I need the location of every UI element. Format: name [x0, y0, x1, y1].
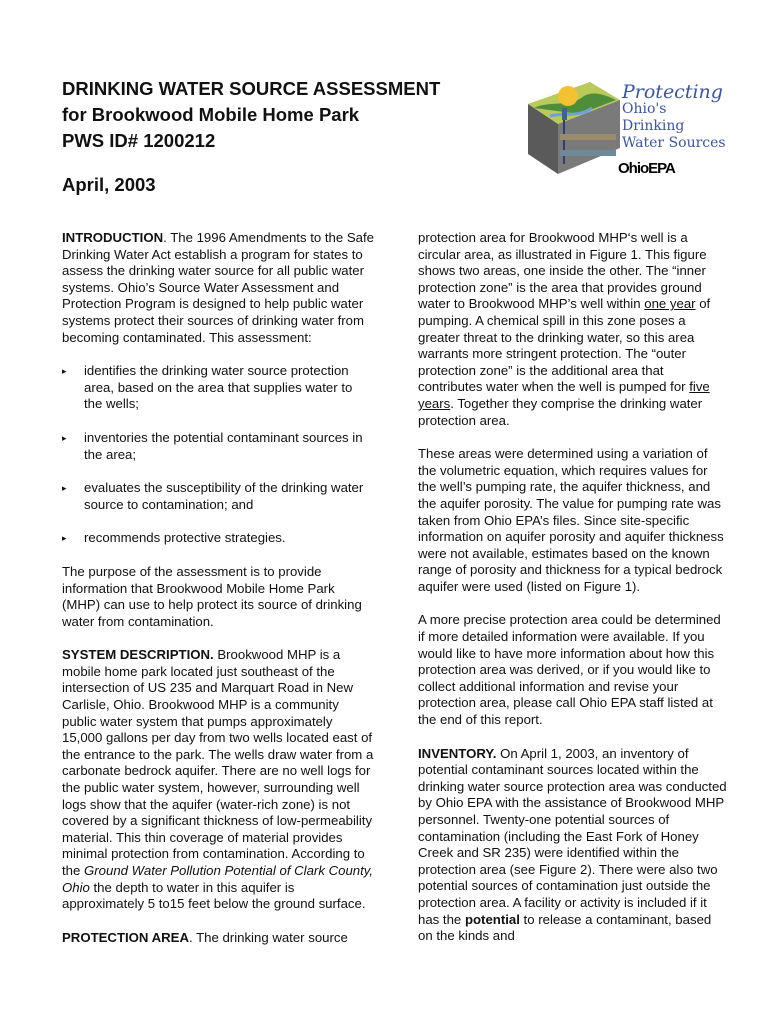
- document-date: April, 2003: [62, 174, 156, 195]
- logo-line-water: Water Sources: [622, 135, 726, 151]
- protection-area-heading: PROTECTION AREA: [62, 929, 189, 945]
- right-column: [418, 230, 728, 962]
- five-years-term: five years: [418, 379, 710, 411]
- document-title: DRINKING WATER SOURCE ASSESSMENT: [62, 78, 441, 99]
- protection-area-paragraph: PROTECTION AREA. The drinking water source: [62, 929, 348, 945]
- assessment-bullets: [62, 363, 374, 547]
- one-year-term: one year: [644, 296, 696, 312]
- protection-zones-paragraph: protection area for Brookwood MHP‘s well is a circular area, as illustrated in Figure 1. This figure shows two areas, one inside the other. The “inner protection zone” is the area that provides ground water to Brookwood MHP’s well within one year of pumping. A chemical spill in this zone poses a greater threat to the drinking water, so this area warrants more stringent protection. The “outer protection zone” is the additional area that contributes water when the well is pumped for five years. Together they comprise the drinking water protection area.: [418, 230, 711, 428]
- system-description-paragraph: SYSTEM DESCRIPTION. Brookwood MHP is a mobile home park located just southeast of the intersection of US 235 and Marquart Road in New Carlisle, Ohio. Brookwood MHP is a community public water system that pumps approximately 15,000 gallons per day from two wells located east of the entrance to the park. The wells draw water from a carbonate bedrock aquifer. There are no well logs for the public water system, however, surrounding well logs show that the aquifer (water-rich zone) is not covered by a significant thickness of low-permeability material. This thin coverage of material provides minimal protection from contamination. According to the Ground Water Pollution Potential of Clark County, Ohio the depth to water in this aquifer is approximately 5 to15 feet below the ground surface.: [62, 647, 374, 912]
- landscape-block-icon: [520, 74, 630, 182]
- bullet-icon: ▸: [62, 483, 67, 494]
- list-item: ▸ recommends protective strategies.: [62, 530, 286, 546]
- introduction-paragraph: INTRODUCTION. The 1996 Amendments to the Safe Drinking Water Act establish a program for states to assess the drinking water source for all public water systems. Ohio’s Source Water Assessment and Protection Program is designed to help public water systems protect their sources of drinking water from becoming contaminated. This assessment:: [62, 230, 375, 345]
- bullet-icon: ▸: [62, 366, 67, 377]
- bullet-icon: ▸: [62, 432, 67, 443]
- left-column: [62, 230, 374, 963]
- logo-line-protecting: Protecting: [622, 81, 723, 103]
- document-subtitle: for Brookwood Mobile Home Park: [62, 104, 360, 125]
- list-item: ▸ evaluates the susceptibility of the drinking water source to contamination; and: [62, 480, 364, 512]
- logo-line-ohios: Ohio's Drinking: [622, 101, 685, 134]
- precise-area-paragraph: A more precise protection area could be determined if more detailed information were available. If you would like to have more information about how this protection area was derived, or if you would like to collect additional information and revise your protection area, please call Ohio EPA staff listed at the end of this report.: [418, 612, 721, 728]
- ohio-epa-logo: [520, 74, 730, 182]
- title-block: [62, 76, 502, 196]
- logo-caption: [622, 81, 730, 152]
- ohio-epa-wordmark: OhioEPA: [618, 160, 675, 177]
- list-item: ▸ inventories the potential contaminant sources in the area;: [62, 429, 363, 462]
- potential-term: potential: [464, 911, 520, 927]
- volumetric-paragraph: These areas were determined using a variation of the volumetric equation, which requires values for the well’s pumping rate, the aquifer thickness, and the aquifer porosity. The value for pumping rate was taken from Ohio EPA’s files. Since site-specific information on aquifer porosity and aquifer thickness were not available, estimates based on the known range of porosity and thickness for a typical bedrock aquifer were used (listed on Figure 1).: [418, 446, 724, 594]
- purpose-paragraph: The purpose of the assessment is to provide information that Brookwood Mobile Home Park (MHP) can use to help protect its source of drinking water from contamination.: [62, 563, 362, 629]
- inventory-heading: INVENTORY.: [418, 745, 497, 761]
- list-item: ▸ identifies the drinking water source protection area, based on the area that supplies water to the wells;: [62, 363, 353, 412]
- inventory-paragraph: INVENTORY. On April 1, 2003, an inventory of potential contaminant sources located within the drinking water source protection area was conducted by Ohio EPA with the assistance of Brookwood MHP personnel. Twenty-one potential sources of contamination (including the East Fork of Honey Creek and SR 235) were identified within the protection area (see Figure 2). There were also two potential sources of contamination just outside the protection area. A facility or activity is included if it has the potential to release a contaminant, based on the kinds and: [418, 745, 727, 944]
- introduction-heading: INTRODUCTION: [62, 230, 164, 245]
- pws-id: PWS ID# 1200212: [62, 130, 216, 151]
- report-citation: Ground Water Pollution Potential of Clark County, Ohio: [62, 863, 374, 895]
- bullet-icon: ▸: [62, 533, 67, 544]
- system-description-heading: SYSTEM DESCRIPTION.: [62, 647, 214, 663]
